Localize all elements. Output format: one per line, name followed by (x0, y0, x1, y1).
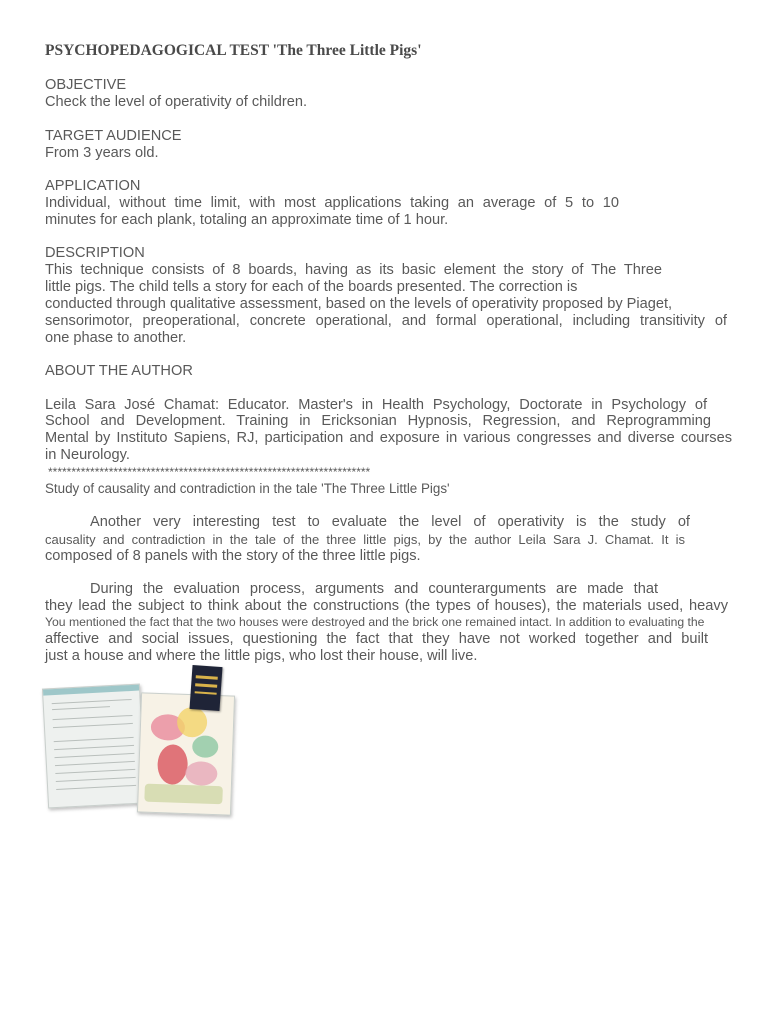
description-line: conducted through qualitative assessment, based on the levels of operativity proposed by Piaget, (45, 296, 673, 312)
audience-heading: TARGET AUDIENCE (45, 128, 182, 144)
booklet-cover-image (190, 665, 223, 711)
description-heading: DESCRIPTION (45, 245, 145, 261)
author-line: Leila Sara José Chamat: Educator. Master's in Health Psychology, Doctorate in Psychology of (45, 397, 707, 413)
author-line: School and Development. Training in Ericksonian Hypnosis, Regression, and Reprogramming (45, 413, 711, 429)
answer-sheet-image (42, 684, 146, 809)
application-line: minutes for each plank, totaling an approximate time of 1 hour. (45, 212, 449, 228)
document-title: PSYCHOPEDAGOGICAL TEST 'The Three Little Pigs' (45, 42, 422, 59)
objective-heading: OBJECTIVE (45, 77, 127, 93)
application-line: Individual, without time limit, with most applications taking an average of 5 to 10 (45, 195, 619, 211)
product-photo (45, 664, 237, 816)
paragraph2-line: they lead the subject to think about the constructions (the types of houses), the materials used, heavy (45, 598, 728, 614)
paragraph1-line: Another very interesting test to evaluate the level of operativity is the study of (90, 514, 690, 530)
description-line: sensorimotor, preoperational, concrete operational, and formal operational, including transitivity of (45, 313, 727, 329)
audience-text: From 3 years old. (45, 145, 159, 161)
author-line: in Neurology. (45, 447, 130, 463)
description-line: one phase to another. (45, 330, 187, 346)
objective-text: Check the level of operativity of children. (45, 94, 308, 110)
author-heading: ABOUT THE AUTHOR (45, 363, 193, 379)
study-title: Study of causality and contradiction in the tale 'The Three Little Pigs' (45, 481, 450, 496)
paragraph1-line: composed of 8 panels with the story of the three little pigs. (45, 548, 421, 564)
description-line: little pigs. The child tells a story for each of the boards presented. The correction is (45, 279, 578, 295)
paragraph2-line: just a house and where the little pigs, who lost their house, will live. (45, 648, 478, 664)
separator-line: ********************************************************************* (48, 465, 371, 479)
paragraph1-line: causality and contradiction in the tale of the three little pigs, by the author Leila Sara J. Chamat. It is (45, 532, 685, 547)
paragraph2-line: During the evaluation process, arguments and counterarguments are made that (90, 581, 658, 597)
paragraph2-line: You mentioned the fact that the two houses were destroyed and the brick one remained intact. In addition to evaluating the (45, 615, 705, 629)
description-line: This technique consists of 8 boards, having as its basic element the story of The Three (45, 262, 662, 278)
story-board-image (137, 692, 235, 815)
paragraph2-line: affective and social issues, questioning the fact that they have not worked together and built (45, 631, 708, 647)
application-heading: APPLICATION (45, 178, 141, 194)
author-line: Mental by Instituto Sapiens, RJ, participation and exposure in various congresses and diverse courses (45, 430, 732, 446)
